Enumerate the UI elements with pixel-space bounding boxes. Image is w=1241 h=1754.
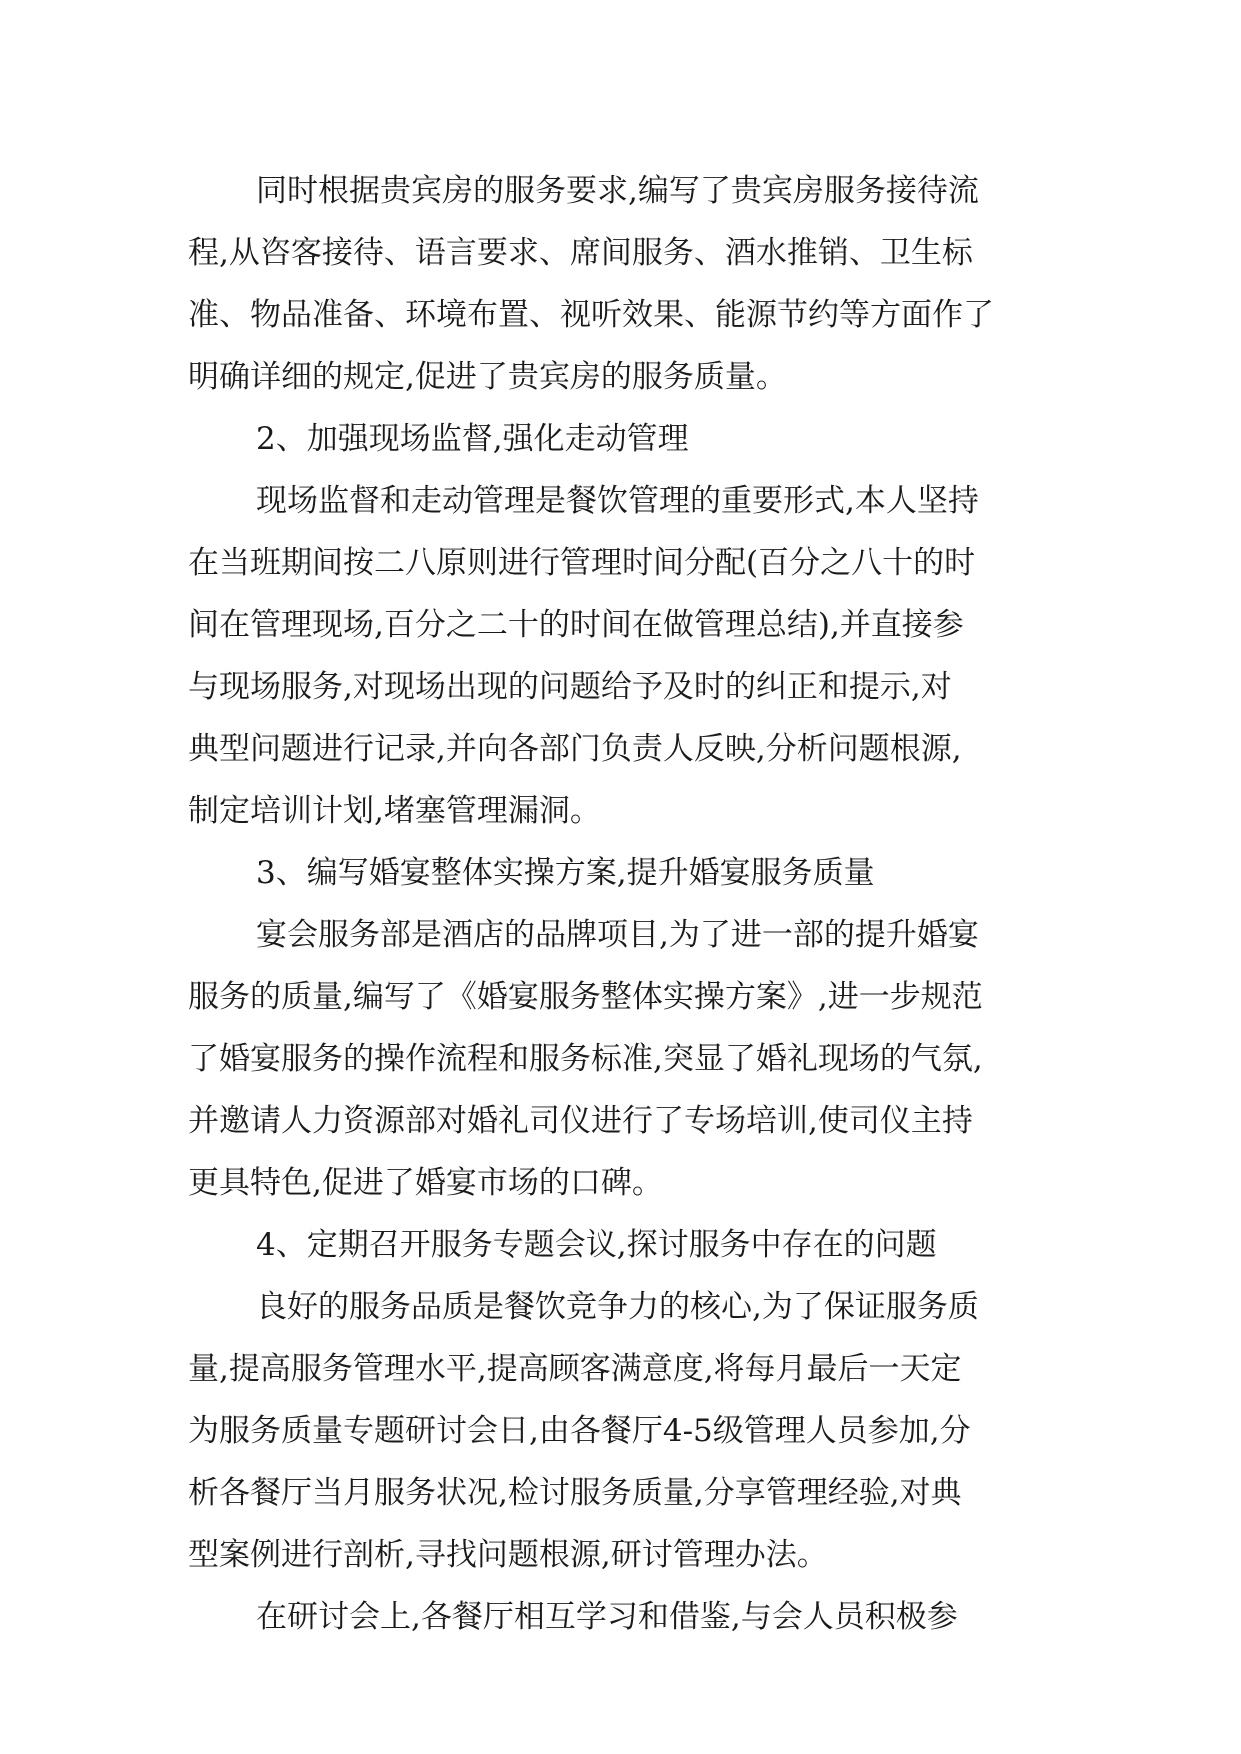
text-line: 典型问题进行记录,并向各部门负责人反映,分析问题根源, <box>188 731 962 767</box>
text-line: 服务的质量,编写了《婚宴服务整体实操方案》,进一步规范 <box>188 979 983 1015</box>
text-line: 并邀请人力资源部对婚礼司仪进行了专场培训,使司仪主持 <box>188 1103 973 1139</box>
text-line: 准、物品准备、环境布置、视听效果、能源节约等方面作了 <box>188 297 994 333</box>
text-line: 制定培训计划,堵塞管理漏洞。 <box>188 793 601 829</box>
text-line: 为服务质量专题研讨会日,由各餐厅4-5级管理人员参加,分 <box>188 1413 971 1449</box>
text-line: 现场监督和走动管理是餐饮管理的重要形式,本人坚持 <box>256 483 979 519</box>
text-line: 间在管理现场,百分之二十的时间在做管理总结),并直接参 <box>188 607 964 643</box>
text-line: 明确详细的规定,促进了贵宾房的服务质量。 <box>188 359 787 395</box>
text-line: 了婚宴服务的操作流程和服务标准,突显了婚礼现场的气氛, <box>188 1041 983 1077</box>
text-line: 与现场服务,对现场出现的问题给予及时的纠正和提示,对 <box>188 669 952 705</box>
document-body <box>188 160 1054 1648</box>
text-line: 析各餐厅当月服务状况,检讨服务质量,分享管理经验,对典 <box>188 1475 962 1511</box>
text-line: 同时根据贵宾房的服务要求,编写了贵宾房服务接待流 <box>256 173 979 209</box>
text-line: 在当班期间按二八原则进行管理时间分配(百分之八十的时 <box>188 545 976 581</box>
text-line: 宴会服务部是酒店的品牌项目,为了进一部的提升婚宴 <box>256 917 979 953</box>
text-line: 4、定期召开服务专题会议,探讨服务中存在的问题 <box>256 1227 937 1263</box>
text-line: 在研讨会上,各餐厅相互学习和借鉴,与会人员积极参 <box>256 1599 958 1635</box>
text-line: 型案例进行剖析,寻找问题根源,研讨管理办法。 <box>188 1537 828 1573</box>
text-line: 更具特色,促进了婚宴市场的口碑。 <box>188 1165 663 1201</box>
text-line: 3、编写婚宴整体实操方案,提升婚宴服务质量 <box>256 855 875 891</box>
text-line: 良好的服务品质是餐饮竞争力的核心,为了保证服务质 <box>256 1289 979 1325</box>
text-line: 2、加强现场监督,强化走动管理 <box>256 421 689 457</box>
text-line: 量,提高服务管理水平,提高顾客满意度,将每月最后一天定 <box>188 1351 962 1387</box>
text-line: 程,从咨客接待、语言要求、席间服务、酒水推销、卫生标 <box>188 235 973 271</box>
